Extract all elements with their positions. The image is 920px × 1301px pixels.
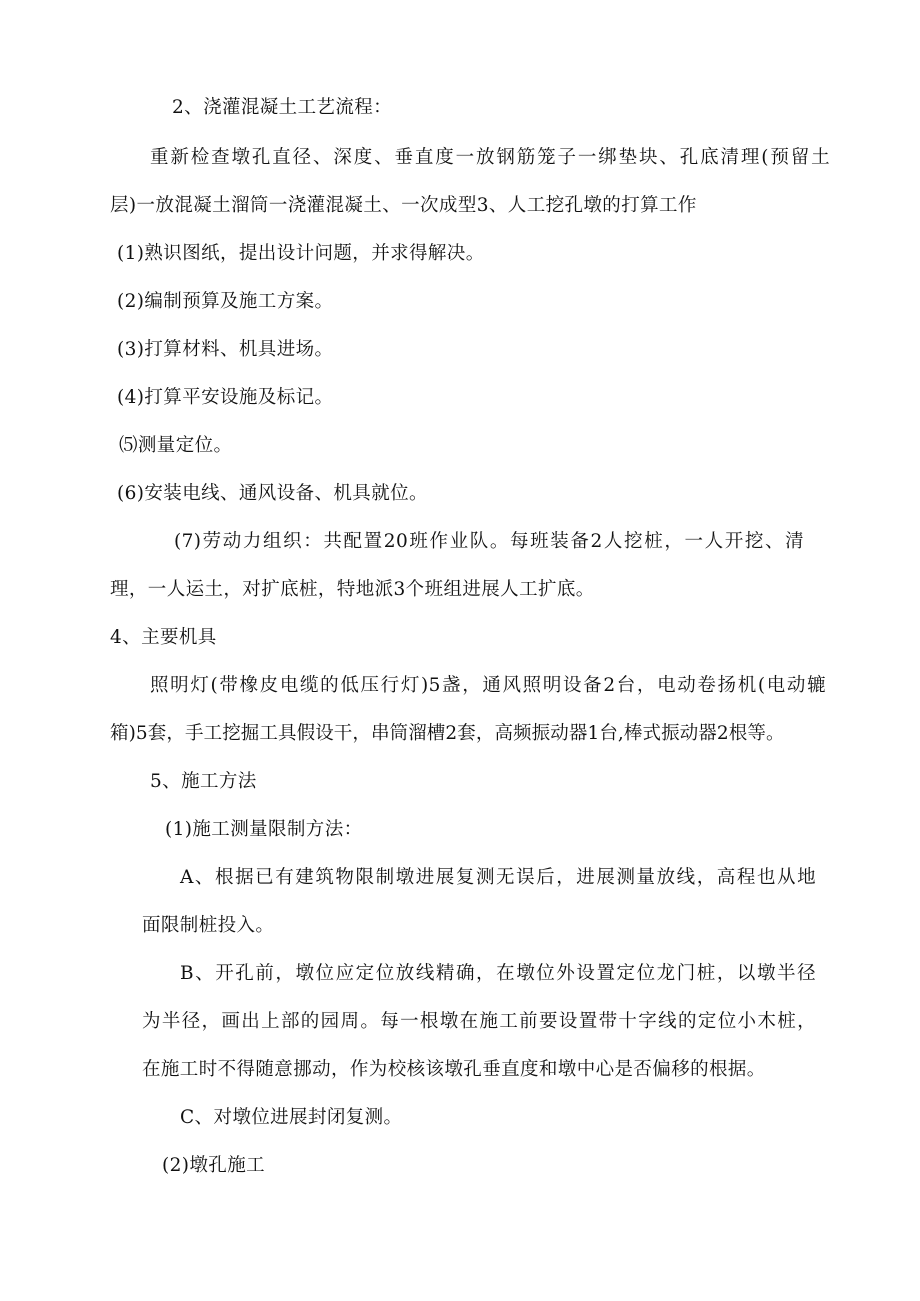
paragraph-line: 在施工时不得随意挪动，作为校核该墩孔垂直度和墩中心是否偏移的根据。 [142,1059,766,1080]
subsection-heading-pier-hole-construction: (2)墩孔施工 [162,1155,266,1176]
list-item: (2)编制预算及施工方案。 [117,291,334,312]
list-item: (6)安装电线、通风设备、机具就位。 [117,483,428,504]
section-heading-main-equipment: 4、主要机具 [110,627,217,648]
paragraph-line: C、对墩位进展封闭复测。 [180,1107,403,1128]
paragraph-line: 重新检查墩孔直径、深度、垂直度一放钢筋笼子一绑垫块、孔底清理(预留土 [150,147,830,168]
paragraph-line: 为半径，画出上部的园周。每一根墩在施工前要设置带十字线的定位小木桩， [142,1011,816,1032]
paragraph-line: B、开孔前，墩位应定位放线精确，在墩位外设置定位龙门桩，以墩半径 [180,963,816,984]
paragraph-line: 面限制桩投入。 [142,915,275,936]
section-heading-pouring-process: 2、浇灌混凝土工艺流程： [172,97,393,118]
list-item: (1)熟识图纸，提出设计问题，并求得解决。 [117,243,485,264]
paragraph-line: 理，一人运土，对扩底桩，特地派3个班组进展人工扩底。 [110,579,595,600]
list-item: ⑸测量定位。 [119,435,233,456]
paragraph-line: 照明灯(带橡皮电缆的低压行灯)5盏，通风照明设备2台，电动卷扬机(电动辘 [150,675,826,696]
section-heading-construction-method: 5、施工方法 [150,771,257,792]
subsection-heading-survey-control: (1)施工测量限制方法： [165,819,363,840]
paragraph-line: 箱)5套，手工挖掘工具假设干，串筒溜槽2套，高频振动器1台,棒式振动器2根等。 [110,723,785,744]
list-item: (3)打算材料、机具进场。 [117,339,334,360]
paragraph-line: A、根据已有建筑物限制墩进展复测无误后，进展测量放线，高程也从地 [180,867,816,888]
list-item: (4)打算平安设施及标记。 [117,387,334,408]
paragraph-line: 层)一放混凝土溜筒一浇灌混凝土、一次成型3、人工挖孔墩的打算工作 [110,195,697,216]
list-item: (7)劳动力组织：共配置20班作业队。每班装备2人挖桩，一人开挖、清 [174,531,804,552]
